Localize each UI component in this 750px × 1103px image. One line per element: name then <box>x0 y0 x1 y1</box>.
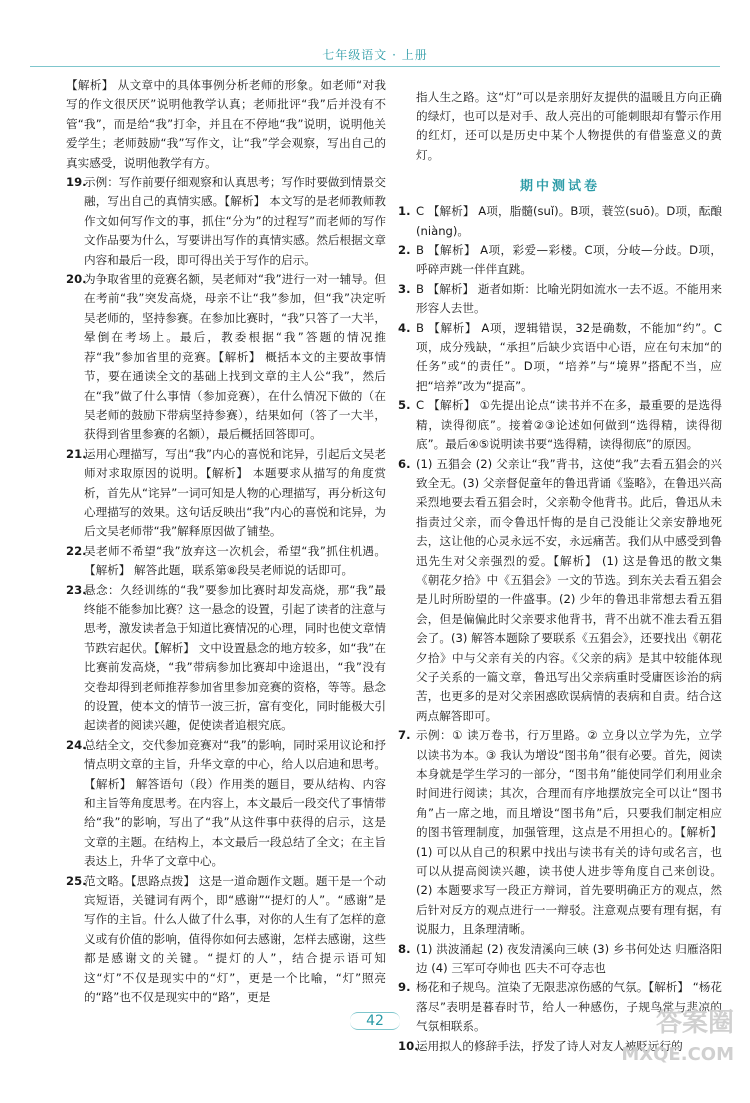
answer-item <box>398 319 722 397</box>
item-text: 总结全文，交代参加竞赛对“我”的影响，同时采用议论和抒情点明文章的主旨，升华文章的中心，给人以启迪和思考。【解析】 解答语句（段）作用类的题目，要从结构、内容和主旨等角度思考。在内容上，本文最后一段交代了事情带给“我”的影响，写出了“我”从这件事中获得的启示，这是文章的主题。在结构上，本文最后一段总结了全文；在主旨表达上，升华了文章中心。 <box>84 737 386 869</box>
watermark-line2: MXQE.COM <box>621 1044 734 1065</box>
item-text: 杨花和子规鸟。渲染了无限悲凉伤感的气氛。【解析】 “杨花落尽”表明是暮春时节，给人一种感伤，子规鸟常与悲凉的气氛相联系。 <box>416 980 722 1034</box>
item-text: (1) 洪波涌起 (2) 夜发清溪向三峡 (3) 乡书何处达 归雁洛阳边 (4) 三军可夺帅也 匹夫不可夺志也 <box>416 941 722 976</box>
item-number: 7. <box>398 728 411 743</box>
item-number: 23. <box>66 582 87 597</box>
item-text: C 【解析】 A项，脂髓(suǐ)。B项，蓑笠(suō)。D项，酝酿(niàng)。 <box>416 204 722 238</box>
item-number: 3. <box>398 281 411 296</box>
item-number: 9. <box>398 980 411 995</box>
item-number: 21. <box>66 446 87 461</box>
answer-item <box>398 202 722 241</box>
watermark-line1: 答案圈 <box>655 1008 734 1038</box>
answer-item <box>398 396 722 454</box>
answer-item <box>66 173 386 270</box>
watermark-logo <box>584 1007 734 1087</box>
page-number: 42 <box>350 1012 400 1030</box>
answer-item <box>398 940 722 979</box>
answer-item <box>66 270 386 445</box>
left-column <box>66 76 386 1008</box>
book-title: 七年级语文 · 上册 <box>322 48 428 62</box>
answer-item <box>398 280 722 319</box>
answer-item <box>398 726 722 939</box>
item-number: 5. <box>398 398 411 413</box>
item-text: 范文略。【思路点拨】 这是一道命题作文题。题干是一个动宾短语，关键词有两个，即“感谢”“提灯的人”。“感谢”是写作的主旨。什么人做了什么事，对你的人生有了怎样的意义或有价值的影响，值得你如何去感谢，怎样去感谢，这些都是感谢文的关键。“提灯的人”，结合提示语可知这“灯”不仅是现实中的“灯”，更是一个比喻，“灯”照亮的“路”也不仅是现实中的“路”，更是 <box>84 873 386 1005</box>
item-text: 示例：① 读万卷书，行万里路。② 立身以立学为先，立学以读书为本。③ 我认为增设“图书角”很有必要。首先，阅读本身就是学生学习的一部分，“图书角”能使同学们利用业余时间进行阅读；其次，合理而有序地摆放完全可以让“图书角”占一席之地，而且增设“图书角”后，只要我们制定相应的图书管理制度，加强管理，这点是不用担心的。【解析】 (1) 可以从自己的积累中找出与读书有关的诗句或名言，也可以从提高阅读兴趣，读书使人进步等角度自己来创设。(2) 本题要求写一段正方辩词，首先要明确正方的观点，然后针对反方的观点进行一一辩驳。注意观点要有理有据，有说服力，且条理清晰。 <box>416 728 722 937</box>
answer-item <box>398 241 722 280</box>
item-text: B 【解析】 A项，彩爱—彩楼。C项，分岐—分歧。D项，呼碎声跳一伴伴直跳。 <box>416 243 722 277</box>
item-text: 为争取省里的竞赛名额，吴老师对“我”进行一对一辅导。但在考前“我”突发高烧，母亲不让“我”参加，但“我”决定听吴老师的，坚持参赛。在参加比赛时，“我”只答了一大半，晕倒在考场上。最后，教委根据“我”答题的情况推荐“我”参加省里的竞赛。【解析】 概括本文的主要故事情节，要在通读全文的基础上找到文章的主人公“我”，然后在“我”做了什么事情（参加竞赛），在什么情况下做的（在吴老师的鼓励下带病坚持参赛），结果如何（答了一大半，获得到省里参赛的名额），最后概括回答即可。 <box>84 272 386 442</box>
item-number: 1. <box>398 204 411 219</box>
answer-item <box>66 872 386 1008</box>
item-text: 吴老师不希望“我”放弃这一次机会，希望“我”抓住机遇。【解析】 解答此题，联系第⑧段吴老师说的话即可。 <box>84 543 386 578</box>
header-rule <box>30 66 720 67</box>
section-title: 期中测试卷 <box>519 178 600 194</box>
answer-item <box>66 581 386 736</box>
item-number: 4. <box>398 320 411 335</box>
answer-item <box>398 455 722 727</box>
item-number: 20. <box>66 272 87 287</box>
item-text: 示例：写作前要仔细观察和认真思考；写作时要做到情景交融，写出自己的真情实感。【解析】 本文写的是老师教师教作文如何写作文的事，抓住“分为”的过程写”而老师的写作文作品要为什么，写要讲出写作的真情实感。然后根据文章内容和最后一段，即可得出关于写作的启示。 <box>84 175 386 267</box>
answer-item <box>66 542 386 581</box>
item-number: 24. <box>66 737 87 752</box>
item-text: (1) 五猖会 (2) 父亲让“我”背书，这使“我”去看五猖会的兴致全无。(3) 父亲督促童年的鲁迅背诵《鉴略》，在鲁迅兴高采烈地要去看五猖会时，父亲勒令他背书。此后，鲁迅从未指责过父亲，而令鲁迅忏悔的是自己没能让父亲安静地死去，这让他的心灵永远不安，永远痛苦。我们从中感受到鲁迅先生对父亲强烈的爱。【解析】 (1) 这是鲁迅的散文集《朝花夕拾》中《五猖会》一文的节选。到东关去看五猖会是儿时所盼望的一件盛事。(2) 少年的鲁迅非常想去看五猖会，但是偏偏此时父亲要求他背书，背不出就不准去看五猖会了。(3) 解答本题除了要联系《五猖会》，还要找出《朝花夕拾》中与父亲有关的内容。《父亲的病》是其中较能体现父子关系的一篇文章，鲁迅写出父亲病重时受庸医诊治的病苦，也更多的是对父亲困惑欧误病情的表病和自责。结合这两点解答即可。 <box>416 456 722 723</box>
item-number: 25. <box>66 873 87 888</box>
item-number: 6. <box>398 456 411 471</box>
answer-item <box>66 736 386 872</box>
analysis-intro: 【解析】 从文章中的具体事例分析老师的形象。如老师“对我写的作文很厌厌”说明他教学认真；老师批评“我”后并没有不管“我”，而是给“我”打伞，并且在不停地“我”说明，说明他关爱学生；老师鼓励“我”写作文，让“我”学会观察，写出自己的真实感受，说明他教学有方。 <box>66 78 386 170</box>
page-header <box>0 0 750 62</box>
item-text: 运用心理描写，写出“我”内心的喜悦和诧异，引起后文吴老师对求取原因的说明。【解析】 本题要求从描写的角度赏析，首先从“诧异”一词可知是人物的心理描写，再分析这句心理描写的效果。这句话反映出“我”内心的喜悦和诧异，为后文吴老师带“我”解释原因做了铺垫。 <box>84 446 386 539</box>
item-number: 2. <box>398 243 411 258</box>
continued-text: 指人生之路。这“灯”可以是亲朋好友提供的温暖且方向正确的绿灯，也可以是对手、敌人亮出的可能刺眼却有警示作用的红灯，还可以是历史中某个人物提供的有借鉴意义的黄灯。 <box>416 89 722 162</box>
item-text: 悬念：久经训练的“我”要参加比赛时却发高烧，那“我”最终能不能参加比赛？这一悬念的设置，引起了读者的注意与思考，激发读者急于知道比赛情况的心理，同时也使文章情节跌宕起伏。【解析】 文中设置悬念的地方较多，如“我”在比赛前发高烧，“我”带病参加比赛却中途退出，“我”没有交卷却得到老师推荐参加省里参加竞赛的资格，等等。悬念的设置，使本文的情节一波三折，富有变化，同时能极大引起读者的阅读兴趣，促使读者追根究底。 <box>84 582 386 733</box>
item-number: 10. <box>398 1038 419 1053</box>
answer-item <box>66 445 386 542</box>
item-number: 19. <box>66 175 87 190</box>
item-number: 22. <box>66 543 87 558</box>
item-text: B 【解析】 A项，逻辑错误，32是确数，不能加“约”。C项，成分残缺，“承担”后缺少宾语中心语，应在句末加“的任务”或“的责任”。D项，“培养”与“境界”搭配不当，应把“培养”改为“提高”。 <box>416 320 722 393</box>
right-column <box>398 76 722 1056</box>
item-text: 运用拟人的修辞手法，抒发了诗人对友人被贬远行的 <box>416 1038 683 1053</box>
item-number: 8. <box>398 941 411 956</box>
item-text: B 【解析】 逝者如斯：比喻光阴如流水一去不返。不能用来形容人去世。 <box>416 281 722 316</box>
item-text: C 【解析】 ①先提出论点“读书并不在多，最重要的是选得精，读得彻底”。接着②③论述如何做到“选得精，读得彻底”。最后④⑤说明读书要“选得精，读得彻底”的原因。 <box>416 398 722 452</box>
